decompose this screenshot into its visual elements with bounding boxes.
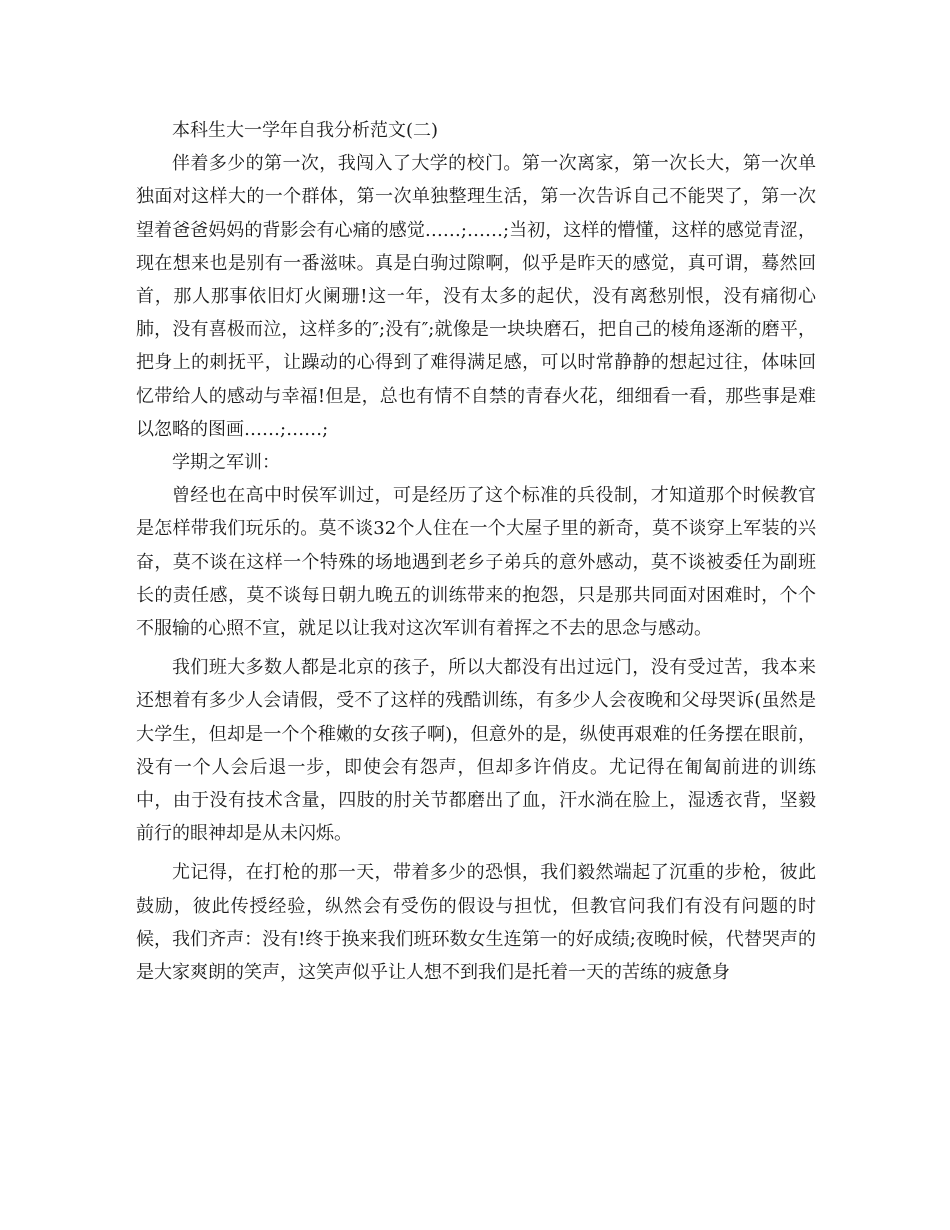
document-title: 本科生大一学年自我分析范文(二) <box>172 120 439 141</box>
paragraph-military-training: 曾经也在高中时侯军训过，可是经历了这个标准的兵役制，才知道那个时候教官是怎样带我们玩乐的。莫不谈32个人住在一个大屋子里的新奇，莫不谈穿上军装的兴奋，莫不谈在这样一个特殊的场地遇到老乡子弟兵的意外感动，莫不谈被委任为副班长的责任感，莫不谈每日朝九晚五的训练带来的抱怨，只是那共同面对困难时，个个不服输的心照不宣，就足以让我对这次军训有着挥之不去的思念与感动。 <box>136 485 816 640</box>
paragraph-classmates: 我们班大多数人都是北京的孩子，所以大都没有出过远门，没有受过苦，我本来还想着有多少人会请假，受不了这样的残酷训练，有多少人会夜晚和父母哭诉(虽然是大学生，但却是一个个稚嫩的女孩子啊)，但意外的是，纵使再艰难的任务摆在眼前，没有一个人会后退一步，即使会有怨声，但却多许俏皮。尤记得在匍匐前进的训练中，由于没有技术含量，四肢的肘关节都磨出了血，汗水淌在脸上，湿透衣背，坚毅前行的眼神却是从未闪烁。 <box>136 657 816 845</box>
paragraph-shooting-day: 尤记得，在打枪的那一天，带着多少的恐惧，我们毅然端起了沉重的步枪，彼此鼓励，彼此传授经验，纵然会有受伤的假设与担忧，但教官问我们有没有问题的时候，我们齐声：没有!终于换来我们班环数女生连第一的好成绩;夜晚时候，代替哭声的是大家爽朗的笑声，这笑声似乎让人想不到我们是托着一天的苦练的疲惫身 <box>136 862 816 984</box>
document-body <box>136 114 816 989</box>
section-heading-military-training: 学期之军训： <box>172 452 280 474</box>
paragraph-intro: 伴着多少的第一次，我闯入了大学的校门。第一次离家，第一次长大，第一次单独面对这样大的一个群体，第一次单独整理生活，第一次告诉自己不能哭了，第一次望着爸爸妈妈的背影会有心痛的感觉……;……;当初，这样的懵懂，这样的感觉青涩，现在想来也是别有一番滋味。真是白驹过隙啊，似乎是昨天的感觉，真可谓，蓦然回首，那人那事依旧灯火阑珊!这一年，没有太多的起伏，没有离愁别恨，没有痛彻心肺，没有喜极而泣，这样多的″;没有″;就像是一块块磨石，把自己的棱角逐渐的磨平，把身上的刺抚平，让躁动的心得到了难得满足感，可以时常静静的想起过往，体味回忆带给人的感动与幸福!但是，总也有情不自禁的青春火花，细细看一看，那些事是难以忽略的图画……;……; <box>136 153 816 440</box>
